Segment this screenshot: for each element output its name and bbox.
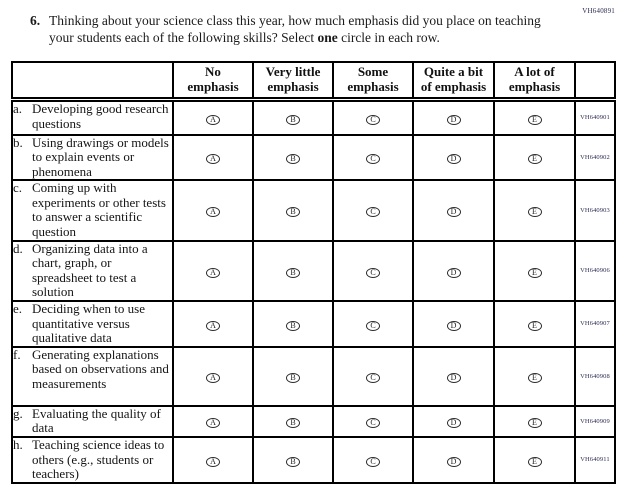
answer-bubble-a[interactable]: A xyxy=(206,321,220,331)
answer-cell xyxy=(253,406,333,437)
answer-cell xyxy=(333,241,413,301)
answer-cell xyxy=(413,100,494,135)
answer-cell xyxy=(333,180,413,240)
answer-cell xyxy=(253,437,333,483)
answer-bubble-e[interactable]: E xyxy=(528,154,542,164)
table-row xyxy=(12,301,615,347)
answer-cell xyxy=(333,135,413,181)
answer-bubble-d[interactable]: D xyxy=(447,268,461,278)
answer-bubble-a[interactable]: A xyxy=(206,418,220,428)
answer-bubble-b[interactable]: B xyxy=(286,321,300,331)
answer-bubble-d[interactable]: D xyxy=(447,321,461,331)
column-header-line2: emphasis xyxy=(267,78,319,94)
answer-cell xyxy=(173,406,253,437)
row-label-cell xyxy=(12,100,173,135)
column-header xyxy=(173,62,253,100)
question-number: 6. xyxy=(30,13,41,28)
table-row xyxy=(12,241,615,301)
answer-cell xyxy=(494,347,575,406)
row-label: Teaching science ideas to others (e.g., students or teachers) xyxy=(32,437,165,482)
answer-cell xyxy=(333,347,413,406)
question-block xyxy=(30,13,550,46)
answer-bubble-a[interactable]: A xyxy=(206,373,220,383)
column-header-line2: emphasis xyxy=(347,78,399,94)
answer-bubble-c[interactable]: C xyxy=(366,418,380,428)
row-code-text: VH640902 xyxy=(580,153,610,161)
column-header xyxy=(333,62,413,100)
column-header xyxy=(253,62,333,100)
row-label: Organizing data into a chart, graph, or spreadsheet to test a solution xyxy=(32,240,148,300)
row-code-text: VH640908 xyxy=(580,372,610,380)
table-row xyxy=(12,180,615,240)
answer-bubble-b[interactable]: B xyxy=(286,207,300,217)
row-label-cell xyxy=(12,241,173,301)
answer-cell xyxy=(494,301,575,347)
answer-cell xyxy=(253,100,333,135)
question-text-part1: Thinking about your science class this year, how much emphasis did you place on teaching your students each of the following skills? Select xyxy=(49,13,541,45)
row-accession-code xyxy=(575,135,615,181)
answer-cell xyxy=(333,437,413,483)
answer-cell xyxy=(253,301,333,347)
answer-bubble-c[interactable]: C xyxy=(366,154,380,164)
column-header-line1: No xyxy=(205,64,221,79)
answer-cell xyxy=(173,301,253,347)
answer-cell xyxy=(494,180,575,240)
row-label: Coming up with experiments or other tests to answer a scientific question xyxy=(32,180,166,240)
column-header xyxy=(494,62,575,100)
row-label: Developing good research questions xyxy=(32,101,169,131)
row-label: Generating explanations based on observations and measurements xyxy=(32,346,169,391)
page-accession-code: VH640891 xyxy=(582,7,615,15)
row-letter: d. xyxy=(13,240,23,256)
answer-bubble-d[interactable]: D xyxy=(447,457,461,467)
answer-cell xyxy=(333,100,413,135)
answer-cell xyxy=(333,301,413,347)
answer-bubble-a[interactable]: A xyxy=(206,207,220,217)
answer-cell xyxy=(253,347,333,406)
answer-bubble-a[interactable]: A xyxy=(206,154,220,164)
row-accession-code xyxy=(575,437,615,483)
answer-bubble-b[interactable]: B xyxy=(286,268,300,278)
row-letter: c. xyxy=(13,180,23,196)
answer-cell xyxy=(413,301,494,347)
row-accession-code xyxy=(575,406,615,437)
answer-bubble-a[interactable]: A xyxy=(206,457,220,467)
row-label: Using drawings or models to explain events or phenomena xyxy=(32,134,169,179)
row-letter: b. xyxy=(13,134,23,150)
row-code-text: VH640907 xyxy=(580,320,610,328)
answer-bubble-d[interactable]: D xyxy=(447,418,461,428)
answer-cell xyxy=(253,135,333,181)
table-row xyxy=(12,437,615,483)
table-row xyxy=(12,406,615,437)
row-letter: e. xyxy=(13,301,23,317)
column-header-line1: Very little xyxy=(265,64,321,79)
answer-bubble-e[interactable]: E xyxy=(528,268,542,278)
answer-bubble-e[interactable]: E xyxy=(528,373,542,383)
column-header-line1: A lot of xyxy=(514,64,555,79)
question-text xyxy=(49,13,550,46)
row-label-cell xyxy=(12,347,173,406)
row-accession-code xyxy=(575,241,615,301)
answer-bubble-d[interactable]: D xyxy=(447,207,461,217)
answer-cell xyxy=(494,406,575,437)
emphasis-matrix-table xyxy=(11,61,616,484)
answer-cell xyxy=(253,241,333,301)
header-code-column xyxy=(575,62,615,100)
row-label: Evaluating the quality of data xyxy=(32,405,161,436)
row-accession-code xyxy=(575,347,615,406)
column-header-line2: emphasis xyxy=(508,78,561,94)
row-accession-code xyxy=(575,180,615,240)
column-header-line1: Quite a bit xyxy=(423,64,484,79)
answer-cell xyxy=(253,180,333,240)
row-code-text: VH640903 xyxy=(580,206,610,214)
row-code-text: VH640909 xyxy=(580,417,610,425)
row-letter: a. xyxy=(13,101,23,116)
answer-bubble-a[interactable]: A xyxy=(206,268,220,278)
answer-bubble-c[interactable]: C xyxy=(366,115,380,125)
answer-bubble-c[interactable]: C xyxy=(366,373,380,383)
row-letter: g. xyxy=(13,405,23,421)
column-header-line2: of emphasis xyxy=(420,78,487,94)
row-accession-code xyxy=(575,301,615,347)
table-row xyxy=(12,135,615,181)
answer-cell xyxy=(173,180,253,240)
row-label-cell xyxy=(12,301,173,347)
answer-cell xyxy=(173,437,253,483)
row-code-text: VH640906 xyxy=(580,267,610,275)
answer-cell xyxy=(494,241,575,301)
answer-bubble-e[interactable]: E xyxy=(528,115,542,125)
column-header xyxy=(413,62,494,100)
row-label: Deciding when to use quantitative versus qualitative data xyxy=(32,301,146,346)
answer-cell xyxy=(494,437,575,483)
column-header-line1: Some xyxy=(357,64,389,79)
column-header-line2: emphasis xyxy=(187,78,239,94)
answer-cell xyxy=(494,100,575,135)
answer-cell xyxy=(413,135,494,181)
answer-bubble-c[interactable]: C xyxy=(366,207,380,217)
answer-bubble-e[interactable]: E xyxy=(528,207,542,217)
row-letter: h. xyxy=(13,437,23,452)
answer-cell xyxy=(413,437,494,483)
answer-bubble-c[interactable]: C xyxy=(366,268,380,278)
answer-cell xyxy=(173,241,253,301)
answer-bubble-c[interactable]: C xyxy=(366,457,380,467)
table-row xyxy=(12,347,615,406)
row-code-text: VH640911 xyxy=(580,456,610,464)
answer-bubble-e[interactable]: E xyxy=(528,321,542,331)
question-text-bold: one xyxy=(317,29,338,45)
header-empty-corner xyxy=(12,62,173,100)
answer-bubble-a[interactable]: A xyxy=(206,115,220,125)
answer-bubble-e[interactable]: E xyxy=(528,457,542,467)
answer-cell xyxy=(173,347,253,406)
answer-cell xyxy=(413,241,494,301)
answer-bubble-d[interactable]: D xyxy=(447,115,461,125)
header-row xyxy=(12,62,615,100)
answer-cell xyxy=(173,135,253,181)
answer-cell xyxy=(173,100,253,135)
question-text-part2: circle in each row. xyxy=(337,29,440,45)
answer-bubble-b[interactable]: B xyxy=(286,373,300,383)
row-code-text: VH640901 xyxy=(580,114,610,122)
table-body xyxy=(12,100,615,483)
answer-cell xyxy=(413,406,494,437)
answer-cell xyxy=(413,347,494,406)
table-row xyxy=(12,100,615,135)
row-label-cell xyxy=(12,406,173,437)
row-label-cell xyxy=(12,135,173,181)
answer-bubble-d[interactable]: D xyxy=(447,154,461,164)
row-label-cell xyxy=(12,180,173,240)
answer-bubble-d[interactable]: D xyxy=(447,373,461,383)
answer-bubble-b[interactable]: B xyxy=(286,115,300,125)
answer-bubble-c[interactable]: C xyxy=(366,321,380,331)
answer-bubble-b[interactable]: B xyxy=(286,154,300,164)
row-accession-code xyxy=(575,100,615,135)
answer-cell xyxy=(494,135,575,181)
answer-bubble-b[interactable]: B xyxy=(286,457,300,467)
answer-cell xyxy=(333,406,413,437)
answer-cell xyxy=(413,180,494,240)
row-label-cell xyxy=(12,437,173,483)
answer-bubble-b[interactable]: B xyxy=(286,418,300,428)
answer-bubble-e[interactable]: E xyxy=(528,418,542,428)
row-letter: f. xyxy=(13,346,21,362)
